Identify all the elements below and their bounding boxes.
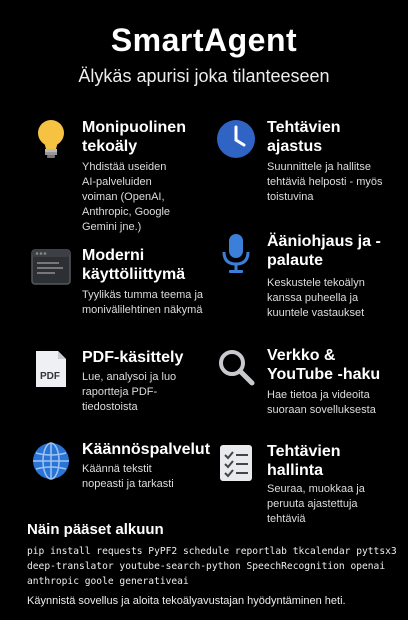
feature-name: Ääniohjaus ja -palaute [267, 233, 381, 269]
checklist-icon [215, 442, 257, 484]
feature-name: Monipuolinen tekoäly [82, 119, 186, 155]
window-icon [30, 246, 72, 288]
feature-modern-ui [30, 246, 210, 336]
feature-description: Suunnittele ja hallitse tehtäviä helposti - myös toistuvina [267, 161, 383, 203]
feature-name: Verkko & YouTube -haku [267, 347, 381, 383]
feature-name: PDF-käsittely [82, 349, 184, 366]
feature-pdf-processing [30, 348, 210, 428]
microphone-icon [215, 232, 257, 274]
pdf-icon [30, 348, 72, 390]
feature-name: Moderni käyttöliittymä [82, 247, 186, 283]
globe-icon [30, 440, 72, 482]
app-title: SmartAgent [110, 22, 298, 58]
launch-instruction: Käynnistä sovellus ja aloita tekoälyavustajan hyödyntäminen heti. [27, 595, 346, 607]
feature-description: Hae tietoa ja videoita suoraan sovelluksesta [267, 389, 376, 416]
feature-task-scheduling [215, 118, 395, 218]
feature-name: Tehtävien ajastus [267, 119, 341, 155]
clock-icon [215, 118, 257, 160]
install-command: pip install requests PyPF2 schedule reportlab tkcalendar pyttsx3 deep-translator youtube-search-python SpeechRecognition openai anthropic goole generativeai [27, 546, 397, 587]
feature-translation [30, 440, 210, 500]
feature-description: Keskustele tekoälyn kanssa puheella ja kuuntele vastaukset [267, 277, 365, 319]
feature-multi-ai [30, 118, 200, 238]
app-subtitle: Älykäs apurisi joka tilanteeseen [78, 66, 330, 86]
feature-name: Tehtävien hallinta [267, 443, 341, 479]
feature-voice-control [215, 232, 400, 332]
feature-description: Käännä tekstit nopeasti ja tarkasti [82, 463, 174, 490]
feature-name: Käännöspalvelut [82, 441, 211, 458]
search-icon [215, 346, 257, 388]
feature-description: Seuraa, muokkaa ja peruuta ajastettuja tehtäviä [267, 483, 365, 525]
getting-started-title: Näin pääset alkuun [27, 521, 164, 538]
feature-description: Lue, analysoi ja luo raportteja PDF-tiedostoista [82, 371, 177, 413]
feature-web-youtube-search [215, 346, 400, 436]
svg-text:PDF: PDF [40, 371, 60, 382]
feature-description: Yhdistää useiden AI-palveluiden voiman (OpenAI, Anthropic, Google Gemini jne.) [82, 161, 171, 233]
feature-task-management [215, 442, 400, 525]
lightbulb-icon [30, 118, 72, 160]
feature-description: Tyylikäs tumma teema ja monivälilehtinen näkymä [82, 289, 204, 316]
